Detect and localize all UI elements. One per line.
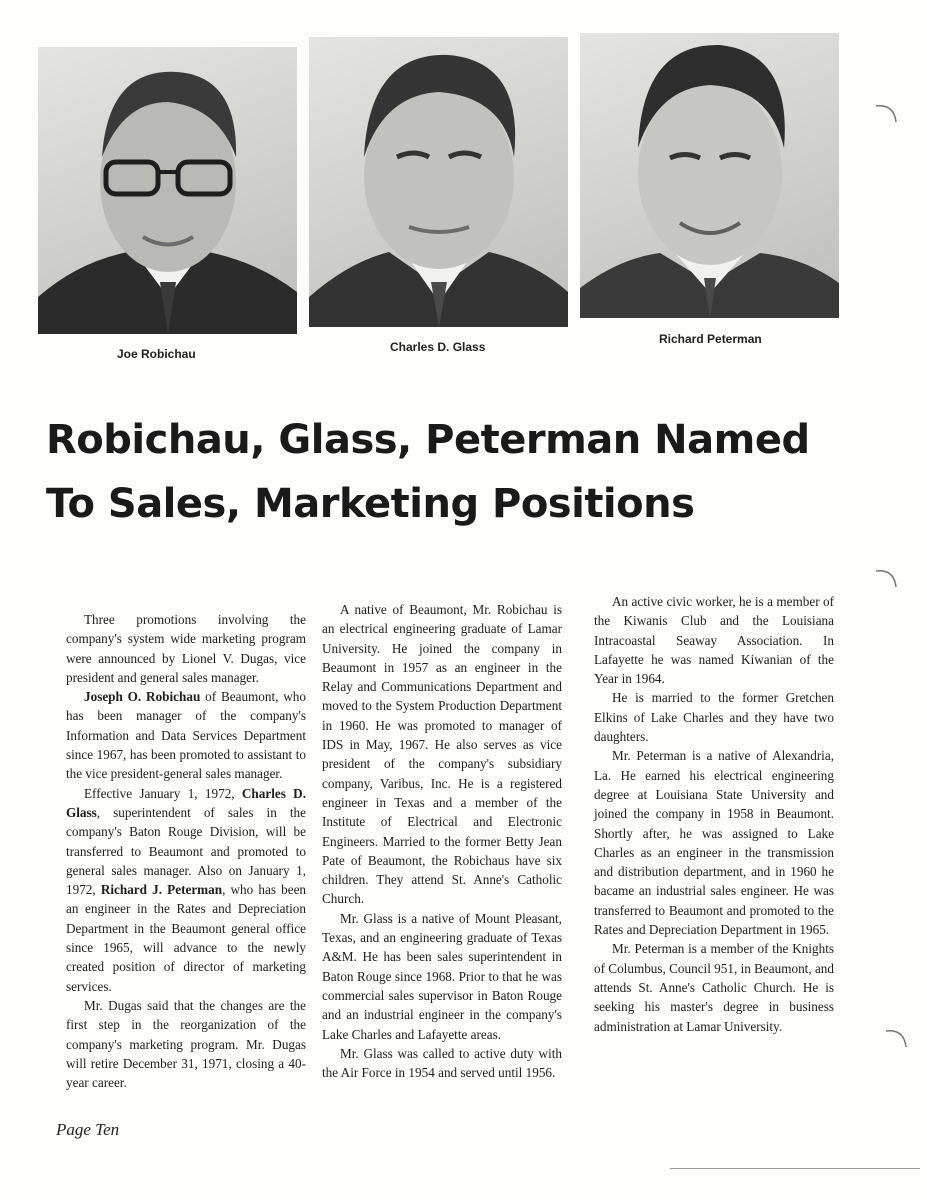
article-headline	[46, 408, 810, 536]
footer-rule	[670, 1168, 920, 1169]
article-paragraph: Mr. Peterman is a member of the Knights of Columbus, Council 951, in Beaumont, and attends St. Anne's Catholic Church. He is seeking his master's degree in business administration at Lamar University.	[594, 941, 834, 1034]
article-paragraph: Effective January 1, 1972, Charles D. Glass, superintendent of sales in the company's Baton Rouge Division, will be transferred to Beaumont and promoted to general sales manager. Also on January 1, 1972, Richard J. Peterman, who has been an engineer in the Rates and Depreciation Department in the Beaumont general office since 1965, will advance to the newly created position of director of marketing services.	[66, 785, 307, 994]
photo-caption: Joe Robichau	[117, 347, 196, 361]
person-name: Charles D. Glass	[66, 785, 306, 820]
article-paragraph: Mr. Glass was called to active duty with the Air Force in 1954 and served until 1956.	[322, 1045, 562, 1081]
photo-caption: Richard Peterman	[659, 332, 762, 346]
binder-hole-mark-icon	[874, 565, 900, 591]
article-paragraph: Mr. Dugas said that the changes are the first step in the reorganization of the company's marketing program. Mr. Dugas will retire December 31, 1971, closing a 40-year career.	[66, 997, 306, 1091]
headline-line-1: Robichau, Glass, Peterman Named	[46, 417, 810, 463]
article-column-3	[594, 592, 834, 1036]
portrait-photo-peterman	[580, 33, 839, 318]
binder-hole-mark-icon	[874, 100, 900, 126]
article-paragraph: Three promotions involving the company's system wide marketing program were announced by Lionel V. Dugas, vice president and general sales manager.	[66, 612, 306, 685]
headline-line-2: To Sales, Marketing Positions	[46, 481, 695, 527]
article-column-1	[66, 610, 306, 1092]
article-paragraph: Mr. Glass is a native of Mount Pleasant, Texas, and an engineering graduate of Texas A&M. He has been sales superintendent in Baton Rouge since 1968. Prior to that he was commercial sales supervisor in Baton Rouge and an industrial engineer in the company's Lake Charles and Lafayette areas.	[322, 910, 562, 1042]
article-paragraph: He is married to the former Gretchen Elkins of Lake Charles and they have two daughters.	[594, 690, 834, 745]
portrait-photo-robichau	[38, 47, 297, 334]
photo-caption: Charles D. Glass	[390, 340, 486, 354]
person-name: Richard J. Peterman	[100, 882, 223, 898]
person-name: Joseph O. Robichau	[84, 689, 201, 705]
article-column-2	[322, 600, 562, 1082]
binder-hole-mark-icon	[884, 1025, 910, 1051]
article-paragraph: An active civic worker, he is a member of the Kiwanis Club and the Louisiana Intracoastal Seaway Association. In Lafayette he was named Kiwanian of the Year in 1964.	[594, 594, 834, 687]
article-paragraph: A native of Beaumont, Mr. Robichau is an electrical engineering graduate of Lamar University. He joined the company in Beaumont in 1957 as an engineer in the Relay and Communications Department and moved to the System Production Department in 1960. He was promoted to manager of IDS in May, 1967. He also serves as vice president of the company's subsidiary company, Varibus, Inc. He is a registered engineer in Texas and a member of the Institute of Electrical and Electronic Engineers. Married to the former Betty Jean Pate of Beaumont, the Robichaus have six children. They attend St. Anne's Catholic Church.	[322, 602, 562, 907]
page-number: Page Ten	[56, 1120, 120, 1139]
article-paragraph: Joseph O. Robichau of Beaumont, who has been manager of the company's Information and Data Services Department since 1967, has been promoted to assistant to the vice president-general sales manager.	[66, 689, 306, 782]
article-paragraph: Mr. Peterman is a native of Alexandria, La. He earned his electrical engineering degree at Louisiana State University and joined the company in 1958 in Beaumont. Shortly after, he was assigned to Lake Charles as an engineer in the transmission and distribution department, and in 1960 he bacame an industrial sales engineer. He was transferred to Beaumont and promoted to the Rates and Depreciation Department in 1965.	[594, 748, 834, 938]
portrait-photo-glass	[309, 37, 568, 327]
